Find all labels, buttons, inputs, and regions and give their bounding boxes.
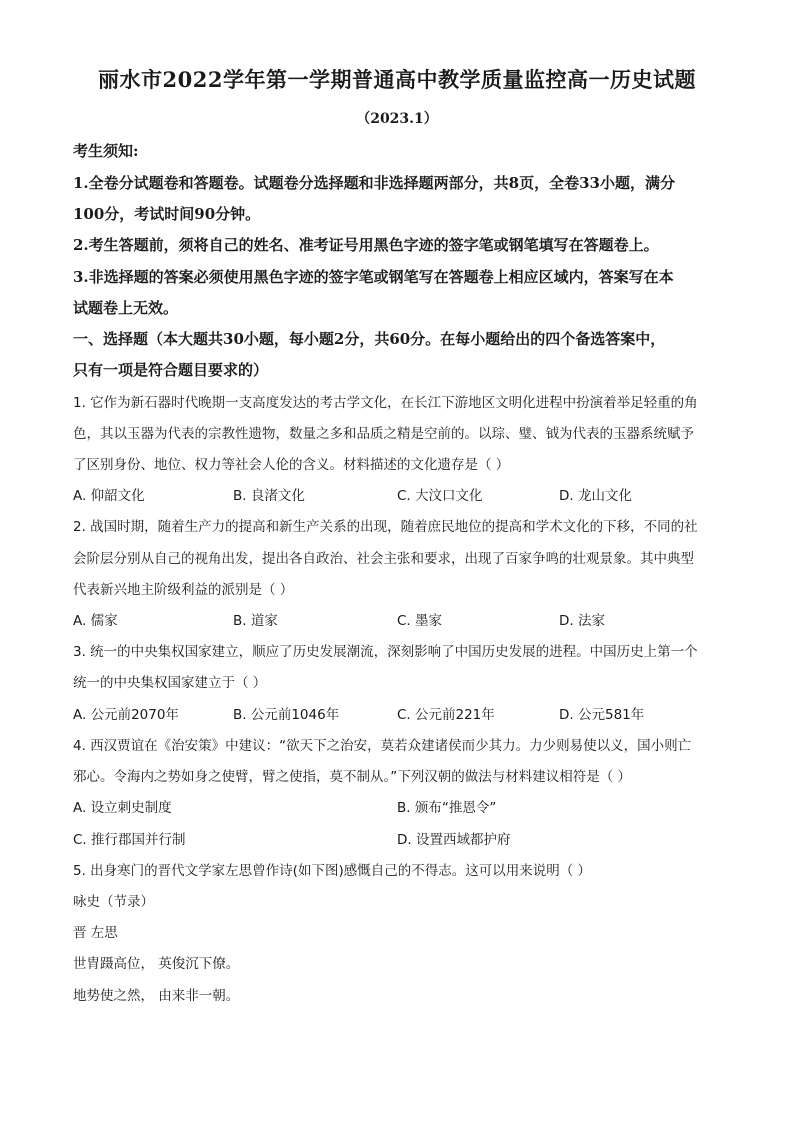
question-1-option-d: D. 龙山文化 bbox=[559, 488, 632, 504]
notice-item-1-line-2: 100分，考试时间90分钟。 bbox=[73, 205, 261, 223]
question-3-line-2: 统一的中央集权国家建立于（ ） bbox=[73, 675, 267, 691]
question-1-option-a: A. 仰韶文化 bbox=[73, 488, 145, 504]
question-3-option-b: B. 公元前1046年 bbox=[233, 707, 340, 723]
question-1-line-2: 色，其以玉器为代表的宗教性遗物，数量之多和品质之精是空前的。以琮、璧、钺为代表的玉器系统赋予 bbox=[73, 426, 694, 442]
exam-title: 丽水市2022学年第一学期普通高中教学质量监控高一历史试题 bbox=[98, 67, 696, 92]
exam-date: （2023.1） bbox=[356, 111, 438, 127]
question-3-option-d: D. 公元581年 bbox=[559, 707, 645, 723]
question-1-option-b: B. 良渚文化 bbox=[233, 488, 305, 504]
question-2-option-b: B. 道家 bbox=[233, 613, 278, 629]
poem-line-1: 世胄蹑高位， 英俊沉下僚。 bbox=[73, 956, 240, 972]
notice-item-1-line-1: 1.全卷分试题卷和答题卷。试题卷分选择题和非选择题两部分，共8页，全卷33小题，满分 bbox=[73, 174, 675, 192]
question-4-option-c: C. 推行郡国并行制 bbox=[73, 832, 186, 848]
question-1-line-1: 1. 它作为新石器时代晚期一支高度发达的考古学文化，在长江下游地区文明化进程中扮演着举足轻重的角 bbox=[73, 395, 698, 411]
question-2-line-3: 代表新兴地主阶级利益的派别是（ ） bbox=[73, 582, 294, 598]
question-3-option-a: A. 公元前2070年 bbox=[73, 707, 179, 723]
question-3-option-c: C. 公元前221年 bbox=[397, 707, 495, 723]
question-4-line-2: 邪心。令海内之势如身之使臂，臂之使指，莫不制从。”下列汉朝的做法与材料建议相符是（ ） bbox=[73, 769, 632, 785]
poem-title: 咏史（节录） bbox=[73, 894, 154, 910]
poem-author: 晋 左思 bbox=[73, 925, 118, 941]
question-4-option-a: A. 设立刺史制度 bbox=[73, 800, 172, 816]
question-2-line-2: 会阶层分别从自己的视角出发，提出各自政治、社会主张和要求，出现了百家争鸣的壮观景象。其中典型 bbox=[73, 551, 694, 567]
section-1-heading-line-2: 只有一项是符合题目要求的） bbox=[73, 361, 269, 379]
question-1-option-c: C. 大汶口文化 bbox=[397, 488, 483, 504]
notice-item-2: 2.考生答题前，须将自己的姓名、准考证号用黑色字迹的签字笔或钢笔填写在答题卷上。 bbox=[73, 236, 659, 254]
question-2-option-d: D. 法家 bbox=[559, 613, 605, 629]
notice-item-3-line-1: 3.非选择题的答案必须使用黑色字迹的签字笔或钢笔写在答题卷上相应区域内，答案写在本 bbox=[73, 268, 674, 286]
question-1-line-3: 了区别身份、地位、权力等社会人伦的含义。材料描述的文化遗存是（ ） bbox=[73, 457, 510, 473]
question-4-option-d: D. 设置西域都护府 bbox=[397, 832, 511, 848]
question-2-option-a: A. 儒家 bbox=[73, 613, 118, 629]
question-2-line-1: 2. 战国时期，随着生产力的提高和新生产关系的出现，随着庶民地位的提高和学术文化的下移，不同的社 bbox=[73, 519, 698, 535]
notice-item-3-line-2: 试题卷上无效。 bbox=[73, 299, 179, 317]
question-4-option-b: B. 颁布“推恩令” bbox=[397, 800, 497, 816]
question-2-option-c: C. 墨家 bbox=[397, 613, 443, 629]
poem-line-2: 地势使之然， 由来非一朝。 bbox=[73, 988, 240, 1004]
question-4-line-1: 4. 西汉贾谊在《治安策》中建议：“欲天下之治安，莫若众建诸侯而少其力。力少则易使以义，国小则亡 bbox=[73, 738, 692, 754]
question-5-line-1: 5. 出身寒门的晋代文学家左思曾作诗(如下图)感慨自己的不得志。这可以用来说明（ ） bbox=[73, 863, 591, 879]
section-1-heading-line-1: 一、选择题（本大题共30小题，每小题2分，共60分。在每小题给出的四个备选答案中， bbox=[73, 330, 666, 348]
notice-heading: 考生须知: bbox=[73, 142, 139, 160]
question-3-line-1: 3. 统一的中央集权国家建立，顺应了历史发展潮流，深刻影响了中国历史发展的进程。中国历史上第一个 bbox=[73, 644, 698, 660]
